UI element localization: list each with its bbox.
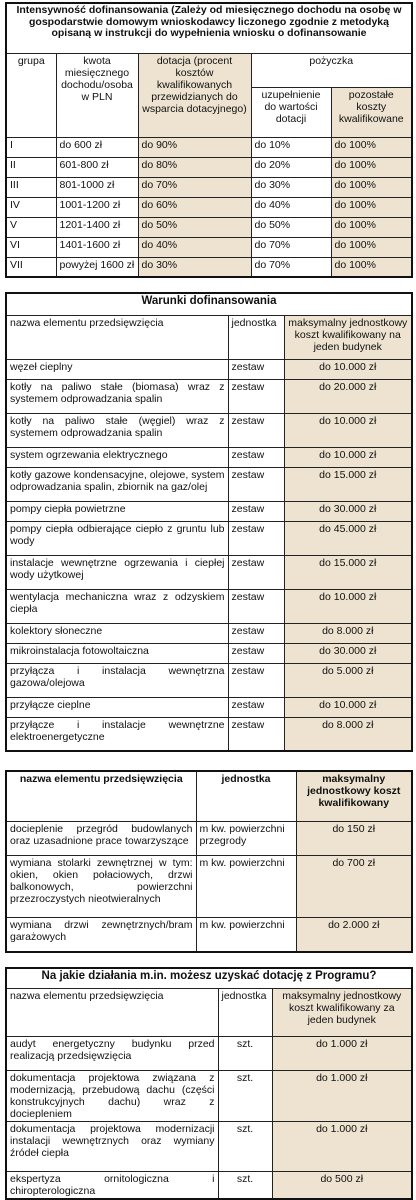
cell-koszt: do 8.000 zł — [284, 623, 412, 643]
header-dotacja: dotacja (procent kosztów kwalifikowanych przewidzianych do wsparcia dotacyjnego) — [138, 53, 251, 137]
cell-jednostka: zestaw — [228, 447, 284, 467]
cell-nazwa: kotły na paliwo stałe (węgiel) wraz z systemem odprowadzania spalin — [6, 413, 228, 447]
cell-jednostka: zestaw — [228, 623, 284, 643]
cell-pozostale: do 100% — [331, 257, 412, 277]
cell-kwota: do 600 zł — [56, 137, 138, 157]
cell-pozostale: do 100% — [331, 217, 412, 237]
cell-kwota: 1201-1400 zł — [56, 217, 138, 237]
cell-jednostka: m kw. powierzchni — [196, 855, 296, 917]
header-uzupelnienie: uzupełnienie do wartości dotacji — [251, 87, 331, 137]
cell-grupa: VI — [6, 237, 56, 257]
cell-grupa: IV — [6, 197, 56, 217]
cell-nazwa: wentylacja mechaniczna wraz z odzyskiem ciepła — [6, 589, 228, 623]
cell-pozostale: do 100% — [331, 237, 412, 257]
cell-koszt: do 5.000 zł — [284, 663, 412, 697]
table-row — [6, 1036, 412, 1070]
cell-koszt: do 10.000 zł — [284, 697, 412, 717]
cell-nazwa: wymiana stolarki zewnętrznej w tym: okien, okien połaciowych, drzwi balkonowych, powierzchni przezroczystych nieotwieralnych — [6, 855, 196, 917]
header-kwota: kwota miesięcznego dochodu/osoba w PLN — [56, 53, 138, 137]
cell-koszt: do 1.000 zł — [272, 1121, 412, 1171]
table-row — [6, 197, 412, 217]
table-row — [6, 379, 412, 413]
cell-uzupelnienie: do 40% — [251, 197, 331, 217]
cell-pozostale: do 100% — [331, 137, 412, 157]
cell-jednostka: zestaw — [228, 717, 284, 751]
header-grupa: grupa — [6, 53, 56, 137]
header-nazwa: nazwa elementu przedsięwzięcia — [6, 771, 196, 821]
cell-uzupelnienie: do 70% — [251, 237, 331, 257]
cell-jednostka: szt. — [218, 1036, 272, 1070]
cell-jednostka: zestaw — [228, 663, 284, 697]
cell-dotacja: do 40% — [138, 237, 251, 257]
header-jednostka: jednostka — [218, 988, 272, 1036]
header-nazwa: nazwa elementu przedsięwzięcia — [6, 315, 228, 359]
cell-dotacja: do 60% — [138, 197, 251, 217]
cell-uzupelnienie: do 70% — [251, 257, 331, 277]
table-row — [6, 237, 412, 257]
cell-koszt: do 2.000 zł — [296, 918, 412, 952]
cell-uzupelnienie: do 10% — [251, 137, 331, 157]
program-actions-title: Na jakie działania m.in. możesz uzyskać dotację z Programu? — [6, 968, 412, 988]
cell-jednostka: m kw. powierzchni — [196, 918, 296, 952]
cell-jednostka: szt. — [218, 1121, 272, 1171]
cell-jednostka: szt. — [218, 1171, 272, 1199]
cell-nazwa: ekspertyza ornitologiczna i chiropterologiczna — [6, 1171, 218, 1199]
cell-uzupelnienie: do 20% — [251, 157, 331, 177]
header-jednostka: jednostka — [196, 771, 296, 821]
cell-kwota: 1001-1200 zł — [56, 197, 138, 217]
cell-koszt: do 45.000 zł — [284, 521, 412, 555]
cell-nazwa: system ogrzewania elektrycznego — [6, 447, 228, 467]
cell-jednostka: zestaw — [228, 501, 284, 521]
cell-nazwa: przyłącze cieplne — [6, 697, 228, 717]
table-row — [6, 1171, 412, 1199]
cell-pozostale: do 100% — [331, 157, 412, 177]
cell-nazwa: mikroinstalacja fotowoltaiczna — [6, 643, 228, 663]
cell-jednostka: zestaw — [228, 467, 284, 501]
table-row — [6, 1070, 412, 1121]
cell-nazwa: pompy ciepła powietrzne — [6, 501, 228, 521]
cell-dotacja: do 70% — [138, 177, 251, 197]
cell-nazwa: kotły gazowe kondensacyjne, olejowe, system odprowadzania spalin, zbiornik na gaz/olej — [6, 467, 228, 501]
table-row — [6, 447, 412, 467]
cell-pozostale: do 100% — [331, 177, 412, 197]
cell-jednostka: zestaw — [228, 521, 284, 555]
cell-grupa: II — [6, 157, 56, 177]
cell-nazwa: pompy ciepła odbierające ciepło z gruntu lub wody — [6, 521, 228, 555]
cell-koszt: do 10.000 zł — [284, 447, 412, 467]
intensity-title: Intensywność dofinansowania (Zależy od miesięcznego dochodu na osobę w gospodarstwie domowym wnioskodawcy liczonego zgodnie z metodyką opisaną w instrukcji do wypełnienia wniosku o dofinansowanie — [6, 3, 412, 53]
cell-kwota: 1401-1600 zł — [56, 237, 138, 257]
cell-nazwa: przyłącze i instalacje wewnętrzne elektroenergetyczne — [6, 717, 228, 751]
cell-dotacja: do 90% — [138, 137, 251, 157]
cell-jednostka: m kw. powierzchni przegrody — [196, 821, 296, 855]
table-row — [6, 589, 412, 623]
header-koszt: maksymalny jednostkowy koszt kwalifikowany za jeden budynek — [272, 988, 412, 1036]
table-row — [6, 555, 412, 589]
table-row — [6, 501, 412, 521]
table-row — [6, 663, 412, 697]
cell-nazwa: audyt energetyczny budynku przed realizacją przedsięwzięcia — [6, 1036, 218, 1070]
cell-nazwa: węzeł cieplny — [6, 359, 228, 379]
cell-koszt: do 150 zł — [296, 821, 412, 855]
cell-uzupelnienie: do 50% — [251, 217, 331, 237]
cell-uzupelnienie: do 30% — [251, 177, 331, 197]
table-row — [6, 855, 412, 917]
header-koszt: maksymalny jednostkowy koszt kwalifikowany na jeden budynek — [284, 315, 412, 359]
table-row — [6, 177, 412, 197]
table-row — [6, 521, 412, 555]
cell-koszt: do 10.000 zł — [284, 589, 412, 623]
cell-jednostka: zestaw — [228, 413, 284, 447]
cell-kwota: 801-1000 zł — [56, 177, 138, 197]
cell-nazwa: instalacje wewnętrzne ogrzewania i ciepłej wody użytkowej — [6, 555, 228, 589]
intensity-table — [5, 2, 413, 278]
insulation-table — [5, 770, 413, 953]
table-row — [6, 1121, 412, 1171]
cell-jednostka: zestaw — [228, 589, 284, 623]
table-row — [6, 821, 412, 855]
header-koszt: maksymalny jednostkowy koszt kwalifikowany — [296, 771, 412, 821]
cell-kwota: powyżej 1600 zł — [56, 257, 138, 277]
cell-nazwa: kotły na paliwo stałe (biomasa) wraz z systemem odprowadzania spalin — [6, 379, 228, 413]
cell-koszt: do 1.000 zł — [272, 1036, 412, 1070]
cell-koszt: do 20.000 zł — [284, 379, 412, 413]
conditions-title: Warunki dofinansowania — [6, 293, 412, 315]
cell-nazwa: dokumentacja projektowa modernizacji instalacji wewnętrznych oraz wymiany źródeł ciepła — [6, 1121, 218, 1171]
cell-grupa: I — [6, 137, 56, 157]
table-row — [6, 467, 412, 501]
cell-grupa: V — [6, 217, 56, 237]
cell-kwota: 601-800 zł — [56, 157, 138, 177]
cell-koszt: do 10.000 zł — [284, 359, 412, 379]
table-row — [6, 137, 412, 157]
cell-koszt: do 1.000 zł — [272, 1070, 412, 1121]
table-row — [6, 359, 412, 379]
cell-koszt: do 700 zł — [296, 855, 412, 917]
cell-dotacja: do 50% — [138, 217, 251, 237]
cell-nazwa: dokumentacja projektowa związana z modernizacją, przebudową dachu (części konstrukcyjnych dachu) wraz z dociepleniem — [6, 1070, 218, 1121]
table-row — [6, 918, 412, 952]
conditions-table — [5, 292, 413, 752]
cell-koszt: do 500 zł — [272, 1171, 412, 1199]
cell-grupa: III — [6, 177, 56, 197]
cell-jednostka: szt. — [218, 1070, 272, 1121]
header-jednostka: jednostka — [228, 315, 284, 359]
cell-koszt: do 30.000 zł — [284, 643, 412, 663]
cell-nazwa: docieplenie przegród budowlanych oraz uzasadnione prace towarzyszące — [6, 821, 196, 855]
header-pozostale: pozostałe koszty kwalifikowane — [331, 87, 412, 137]
table-row — [6, 413, 412, 447]
cell-dotacja: do 30% — [138, 257, 251, 277]
table-row — [6, 217, 412, 237]
cell-nazwa: wymiana drzwi zewnętrznych/bram garażowych — [6, 918, 196, 952]
cell-jednostka: zestaw — [228, 643, 284, 663]
table-row — [6, 717, 412, 751]
table-row — [6, 257, 412, 277]
cell-jednostka: zestaw — [228, 359, 284, 379]
table-row — [6, 623, 412, 643]
header-nazwa: nazwa elementu przedsięwzięcia — [6, 988, 218, 1036]
cell-nazwa: kolektory słoneczne — [6, 623, 228, 643]
cell-koszt: do 30.000 zł — [284, 501, 412, 521]
cell-jednostka: zestaw — [228, 697, 284, 717]
cell-dotacja: do 80% — [138, 157, 251, 177]
header-pozyczka: pożyczka — [251, 53, 412, 87]
cell-koszt: do 15.000 zł — [284, 467, 412, 501]
cell-koszt: do 8.000 zł — [284, 717, 412, 751]
cell-grupa: VII — [6, 257, 56, 277]
cell-koszt: do 15.000 zł — [284, 555, 412, 589]
cell-koszt: do 10.000 zł — [284, 413, 412, 447]
cell-pozostale: do 100% — [331, 197, 412, 217]
program-actions-table — [5, 967, 413, 1200]
table-row — [6, 643, 412, 663]
cell-jednostka: zestaw — [228, 379, 284, 413]
table-row — [6, 697, 412, 717]
cell-nazwa: przyłącza i instalacja wewnętrzna gazowa/olejowa — [6, 663, 228, 697]
cell-jednostka: zestaw — [228, 555, 284, 589]
table-row — [6, 157, 412, 177]
